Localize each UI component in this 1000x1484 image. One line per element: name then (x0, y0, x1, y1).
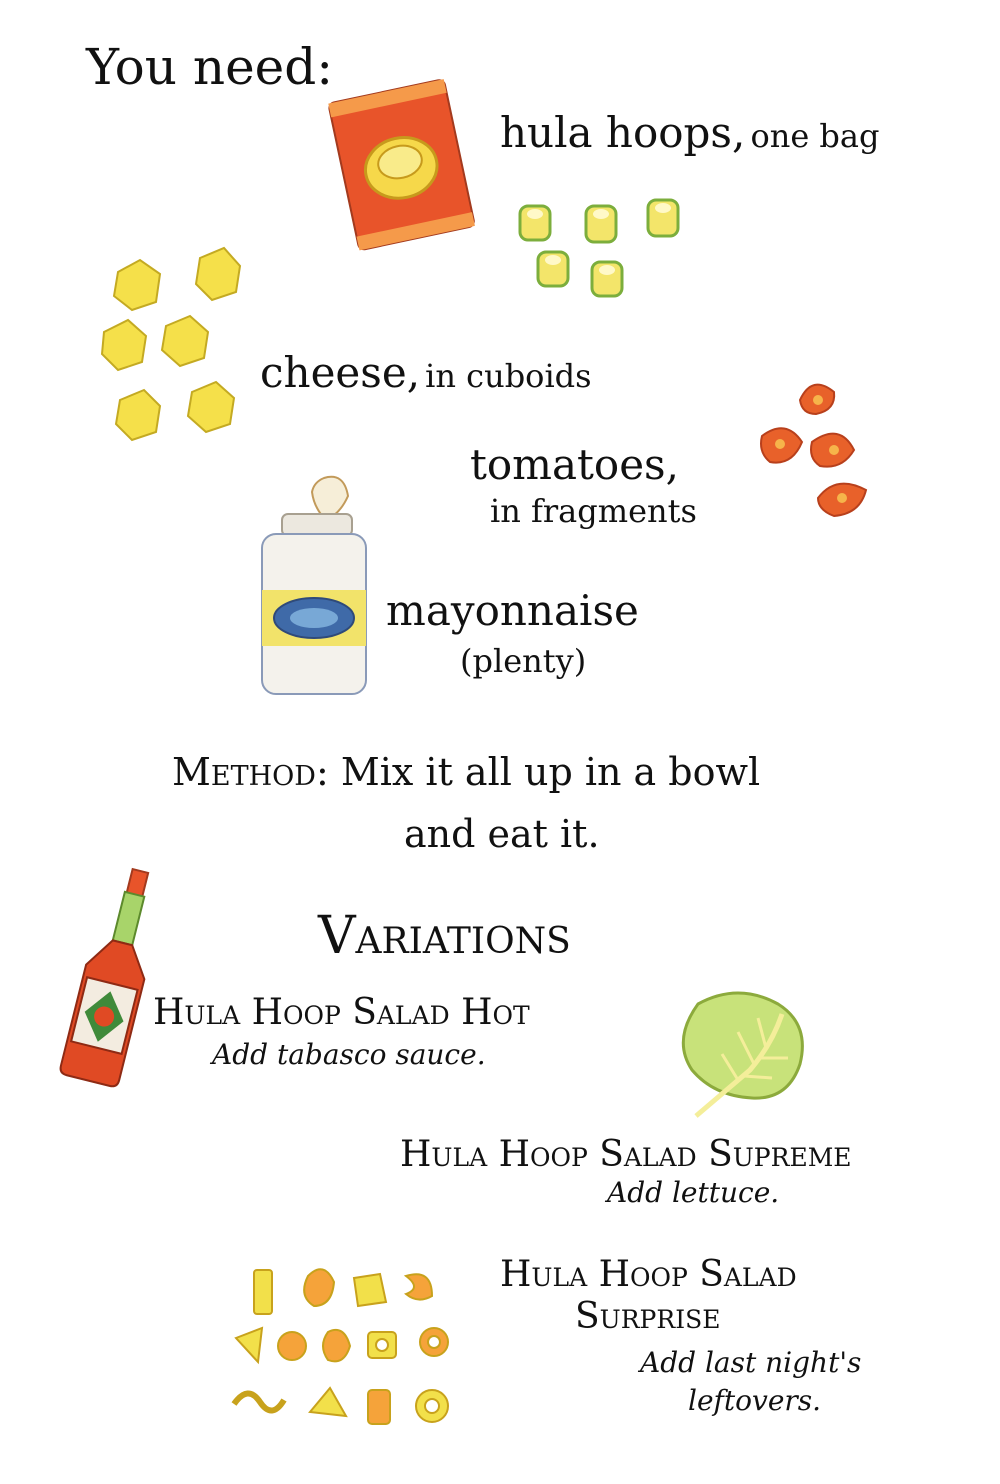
variation-hot-name: Hula Hoop Salad Hot (153, 992, 530, 1033)
tabasco-bottle-icon (60, 862, 170, 1092)
variation-surprise-description-line-1: Add last night's (640, 1346, 862, 1379)
cheese-cubes-icon (100, 244, 270, 454)
method-label: Method: (172, 750, 329, 794)
crisp-bag-icon (320, 72, 480, 252)
ingredient-mayonnaise-quantity: (plenty) (460, 642, 587, 680)
variation-surprise-name-line-2: Surprise (575, 1296, 721, 1337)
ingredient-name: cheese, (260, 348, 421, 397)
ingredient-cheese (260, 348, 592, 397)
ingredient-quantity: in cuboids (425, 357, 592, 395)
ingredient-name: hula hoops, (500, 108, 746, 157)
page-heading: You need: (86, 38, 334, 96)
hula-hoops-icon (512, 196, 692, 306)
ingredient-tomatoes-quantity: in fragments (490, 492, 697, 530)
variations-title: Variations (318, 906, 571, 966)
method-line-2: and eat it. (404, 812, 600, 856)
variation-supreme-description: Add lettuce. (607, 1176, 780, 1209)
ingredient-mayonnaise-name: mayonnaise (386, 586, 639, 635)
ingredient-hula-hoops (500, 108, 879, 157)
variation-hot-description: Add tabasco sauce. (212, 1038, 486, 1071)
leftovers-icon (228, 1262, 478, 1446)
method-text: Mix it all up in a bowl (340, 750, 761, 794)
variation-supreme-name: Hula Hoop Salad Supreme (400, 1134, 852, 1175)
variation-surprise-name-line-1: Hula Hoop Salad (500, 1254, 797, 1295)
lettuce-leaf-icon (668, 984, 818, 1134)
mayonnaise-jar-icon (240, 474, 380, 704)
method-line-1 (172, 750, 760, 794)
tomato-pieces-icon (756, 370, 886, 530)
ingredient-quantity: one bag (750, 117, 880, 155)
ingredient-tomatoes-name: tomatoes, (470, 440, 679, 489)
variation-surprise-description-line-2: leftovers. (688, 1384, 822, 1417)
